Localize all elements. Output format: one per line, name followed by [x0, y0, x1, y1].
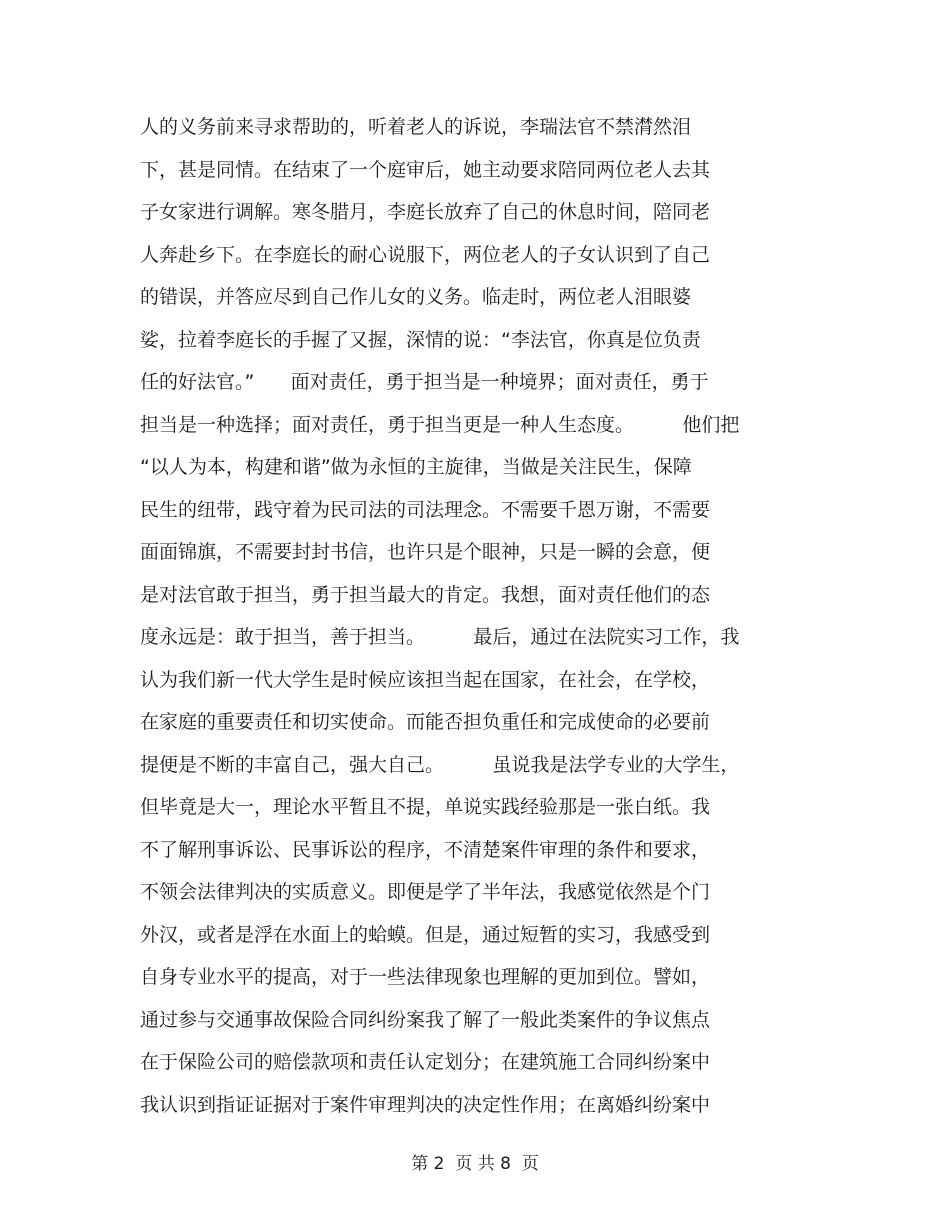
text-line: 在于保险公司的赔偿款项和责任认定划分；在建筑施工合同纠纷案中 — [140, 1051, 711, 1073]
text-line: 的错误，并答应尽到自己作儿女的义务。临走时，两位老人泪眼婆 — [140, 286, 692, 308]
page-number-footer: 第 2 页 共 8 页 — [411, 1154, 539, 1174]
text-line: 下，甚是同情。在结束了一个庭审后，她主动要求陪同两位老人去其 — [140, 158, 711, 181]
text-line: 我认识到指证证据对于案件审理判决的决定性作用；在离婚纠纷案中 — [140, 1093, 711, 1116]
body-text — [140, 106, 820, 1126]
text-line: 自身专业水平的提高，对于一些法律现象也理解的更加到位。譬如， — [140, 966, 711, 988]
text-line: 面面锦旗，不需要封封书信，也许只是个眼神，只是一瞬的会意，便 — [140, 541, 711, 563]
text-line: 通过参与交通事故保险合同纠纷案我了解了一般此类案件的争议焦点 — [140, 1008, 711, 1031]
text-line: 外汉，或者是浮在水面上的蛤蟆。但是，通过短暂的实习，我感受到 — [140, 923, 711, 946]
text-line: 民生的纽带，践守着为民司法的司法理念。不需要千恩万谢，不需要 — [140, 498, 711, 521]
text-line: “以人为本，构建和谐”做为永恒的主旋律，当做是关注民生，保障 — [140, 456, 692, 478]
text-line: 任的好法官。” 面对责任，勇于担当是一种境界；面对责任，勇于 — [140, 371, 709, 393]
text-line: 提便是不断的丰富自己，强大自己。 虽说我是法学专业的大学生， — [140, 753, 740, 776]
text-line: 子女家进行调解。寒冬腊月，李庭长放弃了自己的休息时间，陪同老 — [140, 201, 711, 223]
text-line: 在家庭的重要责任和切实使命。而能否担负重任和完成使命的必要前 — [140, 711, 711, 733]
text-line: 人奔赴乡下。在李庭长的耐心说服下，两位老人的子女认识到了自己 — [140, 243, 711, 266]
text-line: 认为我们新一代大学生是时候应该担当起在国家，在社会，在学校， — [140, 668, 711, 691]
text-line: 不领会法律判决的实质意义。即便是学了半年法，我感觉依然是个门 — [140, 881, 711, 903]
text-line: 人的义务前来寻求帮助的，听着老人的诉说，李瑞法官不禁潸然泪 — [140, 116, 692, 138]
text-line: 担当是一种选择；面对责任，勇于担当更是一种人生态度。 他们把 — [140, 413, 740, 436]
text-line: 不了解刑事诉讼、民事诉讼的程序，不清楚案件审理的条件和要求， — [140, 838, 711, 861]
text-line: 是对法官敢于担当，勇于担当最大的肯定。我想，面对责任他们的态 — [140, 583, 711, 606]
text-line: 娑，拉着李庭长的手握了又握，深情的说：“李法官，你真是位负责 — [140, 328, 701, 351]
text-line: 但毕竟是大一，理论水平暂且不提，单说实践经验那是一张白纸。我 — [140, 796, 711, 818]
text-line: 度永远是：敢于担当，善于担当。 最后，通过在法院实习工作，我 — [140, 626, 740, 648]
